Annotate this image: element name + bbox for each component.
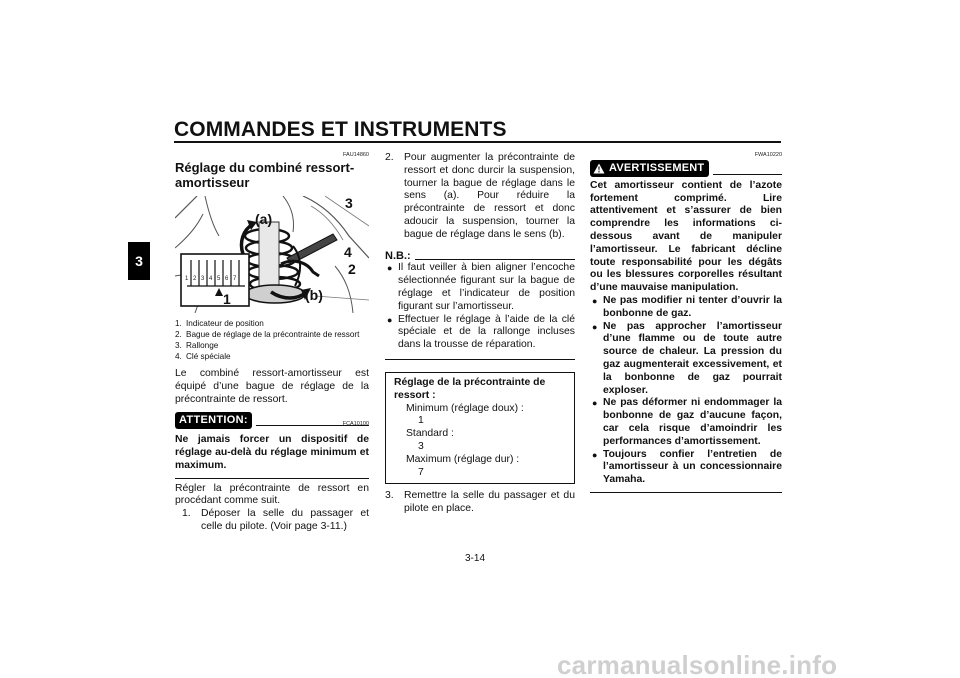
page-number: 3-14 [465, 553, 486, 564]
warning-bullet: ● Ne pas modifier ni tenter d’ouvrir la bonbonne de gaz. [592, 294, 782, 319]
scale-mark: 5 [217, 276, 221, 282]
column-3 [590, 152, 782, 497]
column-1 [175, 152, 369, 534]
callout-1: 1 [223, 291, 231, 307]
settings-title: Réglage de la précontrainte de ressort : [394, 376, 546, 401]
shock-absorber-illustration [175, 196, 369, 313]
note-end-rule [385, 359, 575, 360]
legend-item: 3. Rallonge [175, 341, 219, 350]
callout-4: 4 [344, 244, 352, 260]
callout-3: 3 [345, 196, 353, 211]
warning-code: FWA10220 [754, 152, 782, 158]
scale-mark: 2 [193, 276, 197, 282]
note-bullet: ● Il faut veiller à bien aligner l’encoche sélectionnée figurant sur la bague de réglage et l’indicateur de position figurant sur l’amortisseur. [387, 262, 575, 312]
scale-mark: 7 [233, 276, 237, 282]
procedure-intro: Régler la précontrainte de ressort en procédant comme suit. [175, 482, 369, 507]
bullet-icon: ● [387, 314, 393, 325]
legend-item: 4. Clé spéciale [175, 352, 231, 361]
scale-mark: 6 [225, 276, 229, 282]
header-rule [174, 141, 781, 143]
attention-text: Ne jamais forcer un dispositif de réglage au-delà du réglage minimum et maximum. [175, 434, 369, 471]
attention-code: FCA10100 [342, 421, 369, 428]
warning-label: AVERTISSEMENT [609, 162, 705, 174]
figure-legend [175, 318, 369, 362]
intro-paragraph: Le combiné ressort-amortisseur est équipé d’une bague de réglage de la précontrainte de ressort. [175, 368, 369, 405]
settings-box [385, 372, 575, 484]
warning-text: Cet amortisseur contient de l’azote fortement comprimé. Lire attentivement et s’assurer de bien comprendre les informations ci-dessous avant de manipuler l’amortisseur. Le fabricant décline toute responsabilité pour les dégâts ou les blessures corporelles résultant d’une mauvaise manipulation. [590, 179, 782, 294]
attention-badge: ATTENTION: [175, 412, 252, 429]
legend-item: 2. Bague de réglage de la précontrainte de ressort [175, 330, 360, 339]
bullet-icon: ● [592, 449, 598, 460]
step-item: 1. Déposer la selle du passager et celle du pilote. (Voir page 3-11.) [182, 508, 369, 532]
attention-end-rule [175, 478, 369, 479]
warning-bullet: ● Toujours confier l’entretien de l’amortisseur à un concessionnaire Yamaha. [592, 448, 782, 486]
step-item: 3. Remettre la selle du passager et du pilote en place. [385, 490, 575, 515]
bullet-icon: ● [592, 398, 598, 409]
note-header [385, 250, 575, 263]
warning-badge [590, 160, 709, 177]
callout-b: (b) [305, 287, 323, 303]
scale-mark: 4 [209, 276, 213, 282]
setting-label: Minimum (réglage doux) : [406, 402, 524, 414]
scale-mark: 3 [201, 276, 205, 282]
bullet-icon: ● [592, 295, 598, 306]
note-bullet: ● Effectuer le réglage à l’aide de la clé spéciale et de la rallonge incluses dans la trousse de réparation. [387, 313, 575, 351]
chapter-tab: 3 [128, 242, 150, 280]
setting-label: Standard : [406, 428, 454, 440]
column-2 [385, 152, 575, 516]
warning-end-rule [590, 492, 782, 493]
warning-bullet: ● Ne pas approcher l’amortisseur d’une flamme ou de toute autre source de chaleur. La pression du gaz augmenterait excessivement, et la bonbonne de gaz pourrait exploser. [592, 320, 782, 396]
section-title: Réglage du combiné ressort-amortisseur [175, 160, 355, 190]
note-rule [415, 259, 575, 260]
note-label: N.B.: [385, 249, 411, 262]
watermark: carmanualsonline.info [557, 650, 838, 678]
section-code: FAU14860 [343, 152, 369, 158]
callout-2: 2 [348, 261, 356, 277]
warning-triangle-icon [593, 163, 605, 174]
setting-value: 7 [418, 466, 424, 478]
legend-item: 1. Indicateur de position [175, 319, 264, 328]
warning-header [590, 160, 782, 177]
setting-label: Maximum (réglage dur) : [406, 453, 520, 465]
bullet-icon: ● [592, 321, 598, 332]
setting-value: 3 [418, 440, 424, 452]
setting-value: 1 [418, 415, 424, 427]
bullet-icon: ● [387, 263, 393, 274]
scale-mark: 1 [185, 276, 189, 282]
warning-bullet: ● Ne pas déformer ni endommager la bonbonne de gaz d’aucune façon, car cela risque d’amoindrir les performances d’amortissement. [592, 397, 782, 447]
callout-a: (a) [255, 211, 273, 227]
page-header-title: COMMANDES ET INSTRUMENTS [174, 118, 507, 141]
step-item: 2. Pour augmenter la précontrainte de ressort et donc durcir la suspension, tourner la bague de réglage dans le sens (a). Pour réduire la précontrainte de ressort et donc adoucir la suspension, tourner la bague de réglage dans le sens (b). [385, 152, 575, 240]
shock-absorber-figure [175, 196, 369, 313]
warning-rule [713, 174, 782, 175]
